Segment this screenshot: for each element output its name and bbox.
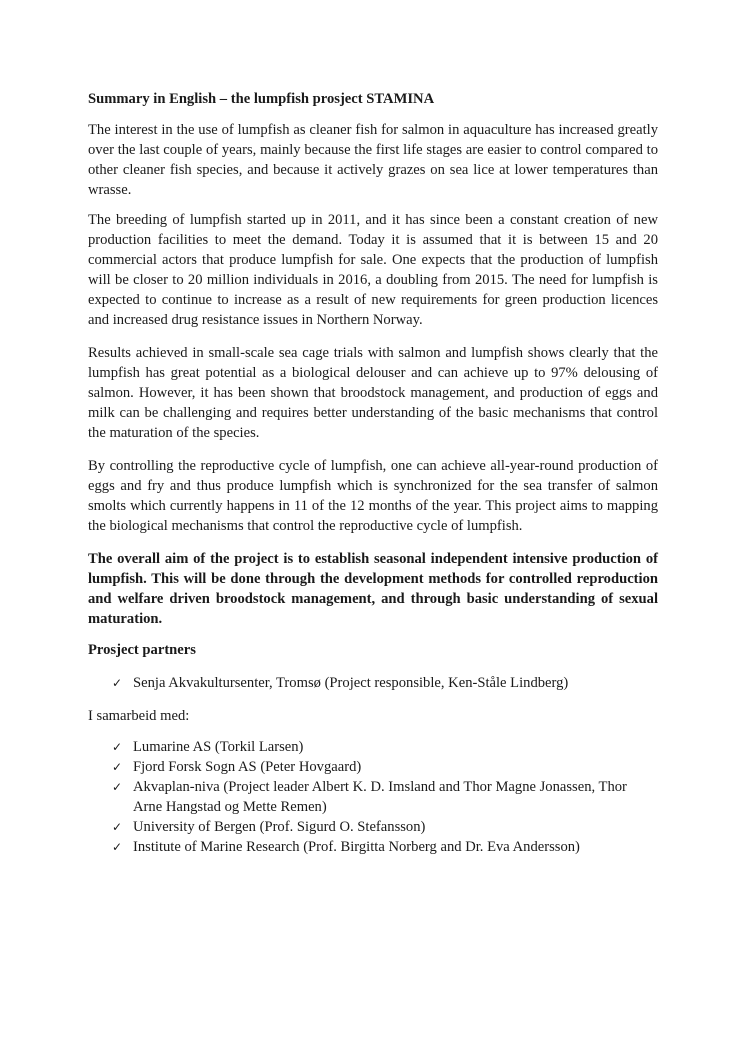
list-item <box>88 837 658 857</box>
aim-statement: The overall aim of the project is to establish seasonal independent intensive production of lumpfish. This will be done through the development methods for controlled reproduction and welfare driven broodstock management, and through basic understanding of sexual maturation. <box>88 551 658 627</box>
partner-name: Akvaplan-niva (Project leader Albert K. D. Imsland and Thor Magne Jonassen, Thor Arne Hangstad og Mette Remen) <box>133 779 627 815</box>
paragraph-results: Results achieved in small-scale sea cage trials with salmon and lumpfish shows clearly that the lumpfish has great potential as a biological delouser and can achieve up to 97% delousing of salmon. However, it has been shown that broodstock management, and production of eggs and milk can be challenging and requires better understanding of the basic mechanisms that control the maturation of the species. <box>88 345 658 441</box>
partner-name: Lumarine AS (Torkil Larsen) <box>133 739 304 755</box>
collaborator-list <box>88 737 658 857</box>
check-mark-icon: ✓ <box>112 740 123 754</box>
partner-name: Senja Akvakultursenter, Tromsø (Project responsible, Ken-Ståle Lindberg) <box>133 675 569 691</box>
lead-partner-list <box>88 673 658 693</box>
partner-name: University of Bergen (Prof. Sigurd O. Stefansson) <box>133 819 426 835</box>
list-item <box>88 757 658 777</box>
check-mark-icon: ✓ <box>112 676 123 690</box>
list-item <box>88 777 658 817</box>
collaboration-label: I samarbeid med: <box>88 708 190 724</box>
check-mark-icon: ✓ <box>112 760 123 774</box>
partners-heading: Prosject partners <box>88 642 196 658</box>
list-item <box>88 673 658 693</box>
paragraph-breeding: The breeding of lumpfish started up in 2011, and it has since been a constant creation of new production facilities to meet the demand. Today it is assumed that it is between 15 and 20 commercial actors that produce lumpfish for sale. One expects that the production of lumpfish will be closer to 20 million individuals in 2016, a doubling from 2015. The need for lumpfish is expected to continue to increase as a result of new requirements for green production licences and increased drug resistance issues in Northern Norway. <box>88 212 658 328</box>
summary-heading: Summary in English – the lumpfish prosject STAMINA <box>88 91 435 107</box>
paragraph-intro: The interest in the use of lumpfish as cleaner fish for salmon in aquaculture has increased greatly over the last couple of years, mainly because the first life stages are easier to control compared to other cleaner fish species, and because it actively grazes on sea lice at lower temperatures than wrasse. <box>88 122 658 198</box>
check-mark-icon: ✓ <box>112 820 123 834</box>
partner-name: Institute of Marine Research (Prof. Birgitta Norberg and Dr. Eva Andersson) <box>133 839 580 855</box>
list-item <box>88 737 658 757</box>
list-item <box>88 817 658 837</box>
partner-name: Fjord Forsk Sogn AS (Peter Hovgaard) <box>133 759 362 775</box>
paragraph-reproductive-cycle: By controlling the reproductive cycle of lumpfish, one can achieve all-year-round production of eggs and fry and thus produce lumpfish which is synchronized for the sea transfer of salmon smolts which currently happens in 11 of the 12 months of the year. This project aims to mapping the biological mechanisms that control the reproductive cycle of lumpfish. <box>88 458 658 534</box>
check-mark-icon: ✓ <box>112 840 123 854</box>
check-mark-icon: ✓ <box>112 780 123 794</box>
